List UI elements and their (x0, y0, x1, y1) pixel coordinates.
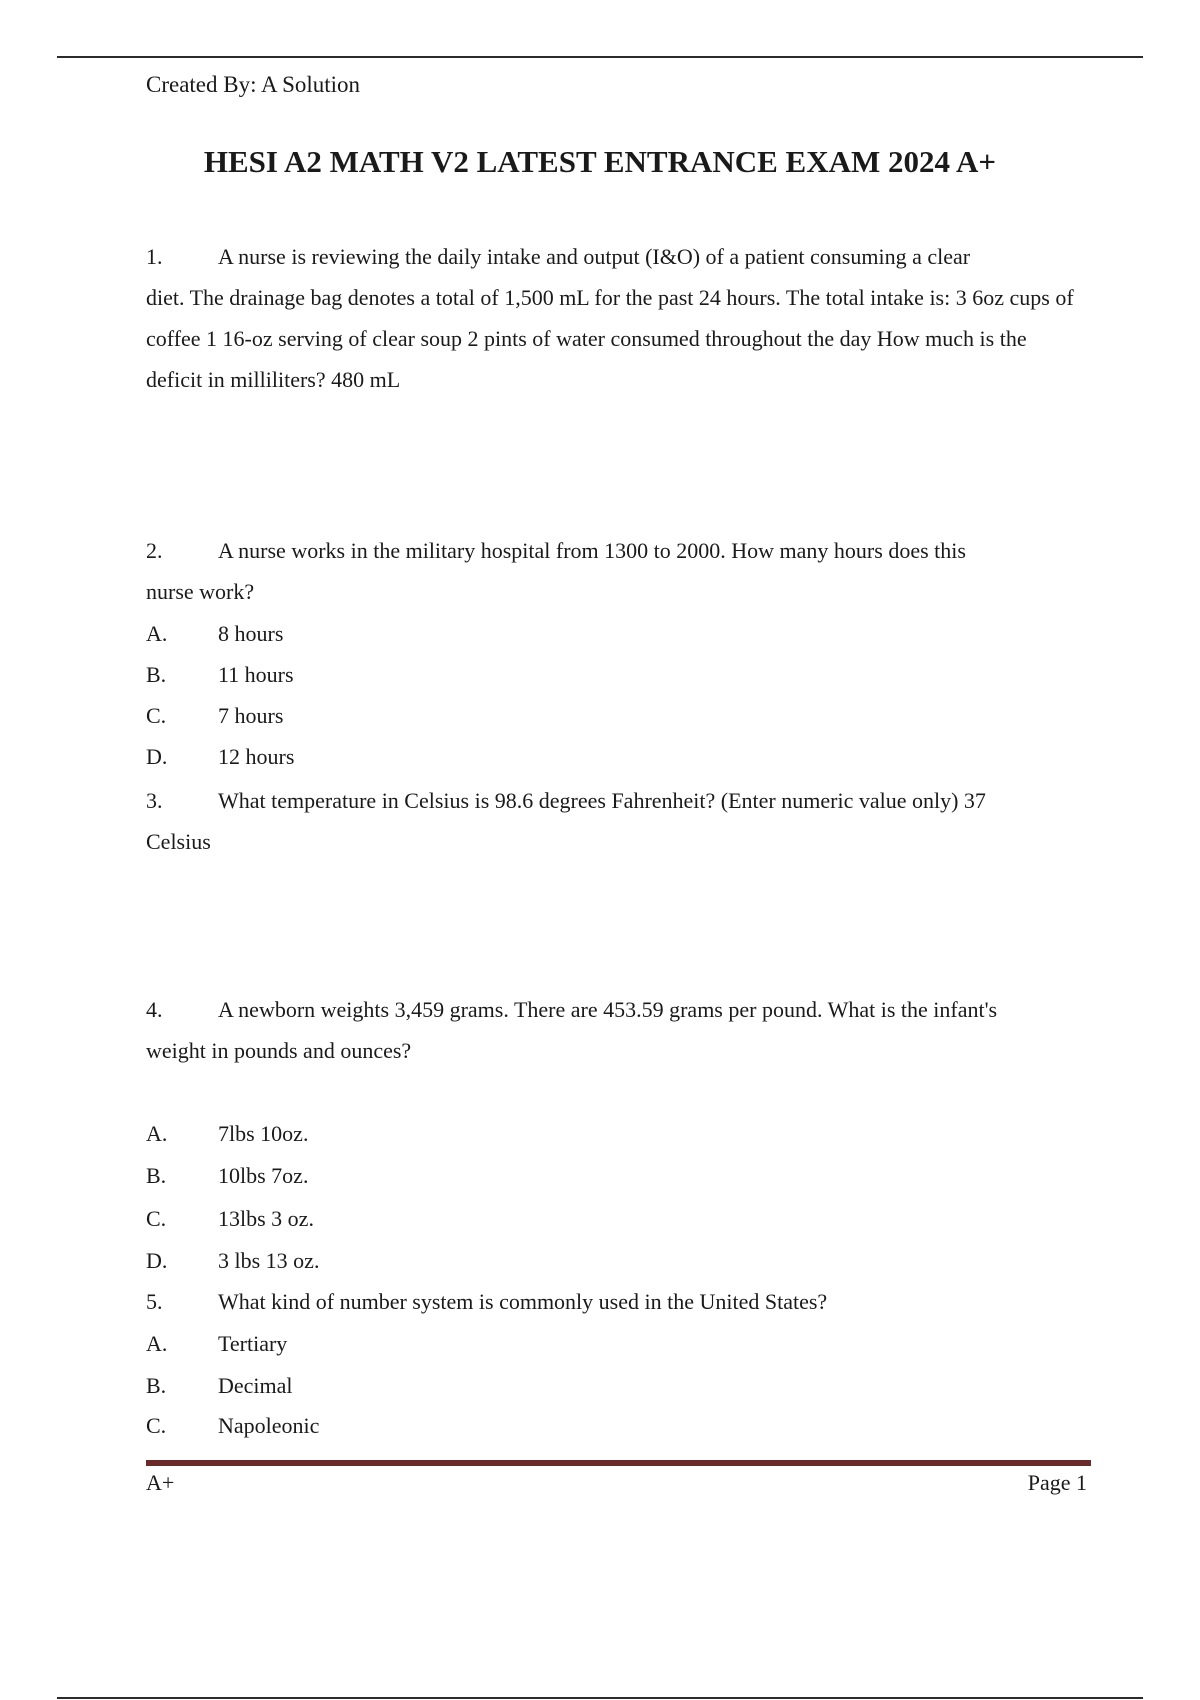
question-number: 3. (146, 788, 163, 813)
option-text: 12 hours (218, 744, 295, 769)
page-number: Page 1 (1027, 1470, 1087, 1495)
option-text: 7 hours (218, 703, 284, 728)
question-3 (146, 780, 1086, 862)
answer-option (146, 1365, 293, 1406)
option-letter: C. (146, 1413, 167, 1438)
option-letter: A. (146, 1121, 168, 1146)
question-5 (146, 1281, 1086, 1322)
option-text: 7lbs 10oz. (218, 1121, 309, 1146)
created-by-header: Created By: A Solution (146, 72, 361, 97)
question-1 (146, 236, 1086, 400)
question-4 (146, 989, 1086, 1071)
question-text: A nurse works in the military hospital from 1300 to 2000. How many hours does this (218, 538, 966, 563)
answer-option (146, 736, 294, 777)
option-letter: D. (146, 1248, 168, 1273)
question-number: 5. (146, 1289, 163, 1314)
question-number: 1. (146, 244, 163, 269)
answer-option (146, 613, 283, 654)
question-text: What temperature in Celsius is 98.6 degrees Fahrenheit? (Enter numeric value only) 37 (218, 788, 986, 813)
answer-option (146, 1113, 308, 1154)
option-letter: B. (146, 1163, 167, 1188)
top-rule (57, 56, 1143, 58)
question-text: A nurse is reviewing the daily intake and output (I&O) of a patient consuming a clear (218, 244, 971, 269)
document-title: HESI A2 MATH V2 LATEST ENTRANCE EXAM 2024 A+ (203, 144, 997, 179)
option-text: 10lbs 7oz. (218, 1163, 309, 1188)
answer-option (146, 1155, 308, 1196)
answer-option (146, 695, 283, 736)
option-text: 8 hours (218, 621, 284, 646)
option-letter: A. (146, 621, 168, 646)
option-letter: A. (146, 1331, 168, 1356)
option-letter: C. (146, 703, 167, 728)
question-text: What kind of number system is commonly used in the United States? (218, 1289, 828, 1314)
option-letter: C. (146, 1206, 167, 1231)
question-text: A newborn weights 3,459 grams. There are 453.59 grams per pound. What is the infant's (218, 997, 998, 1022)
footer-left-text: A+ (146, 1470, 175, 1495)
answer-option (146, 1240, 319, 1281)
option-letter: B. (146, 1373, 167, 1398)
question-text-continued: Celsius (146, 829, 211, 854)
answer-option (146, 1323, 287, 1364)
footer-rule (146, 1460, 1091, 1466)
option-text: Napoleonic (218, 1413, 320, 1438)
question-text-continued: diet. The drainage bag denotes a total of 1,500 mL for the past 24 hours. The total intake is: 3 6oz cups of coffee 1 16-oz serving of clear soup 2 pints of water consumed throughout the day How much is the deficit in milliliters? 480 mL (146, 285, 1074, 392)
option-text: Tertiary (218, 1331, 288, 1356)
option-text: 3 lbs 13 oz. (218, 1248, 320, 1273)
answer-option (146, 1405, 319, 1446)
option-letter: B. (146, 662, 167, 687)
question-2 (146, 530, 1086, 612)
answer-option (146, 654, 294, 695)
option-text: 13lbs 3 oz. (218, 1206, 314, 1231)
question-number: 2. (146, 538, 163, 563)
bottom-rule (57, 1697, 1143, 1699)
question-text-continued: nurse work? (146, 579, 255, 604)
answer-option (146, 1198, 314, 1239)
option-letter: D. (146, 744, 168, 769)
question-number: 4. (146, 997, 163, 1022)
question-text-continued: weight in pounds and ounces? (146, 1038, 412, 1063)
option-text: Decimal (218, 1373, 293, 1398)
option-text: 11 hours (218, 662, 294, 687)
